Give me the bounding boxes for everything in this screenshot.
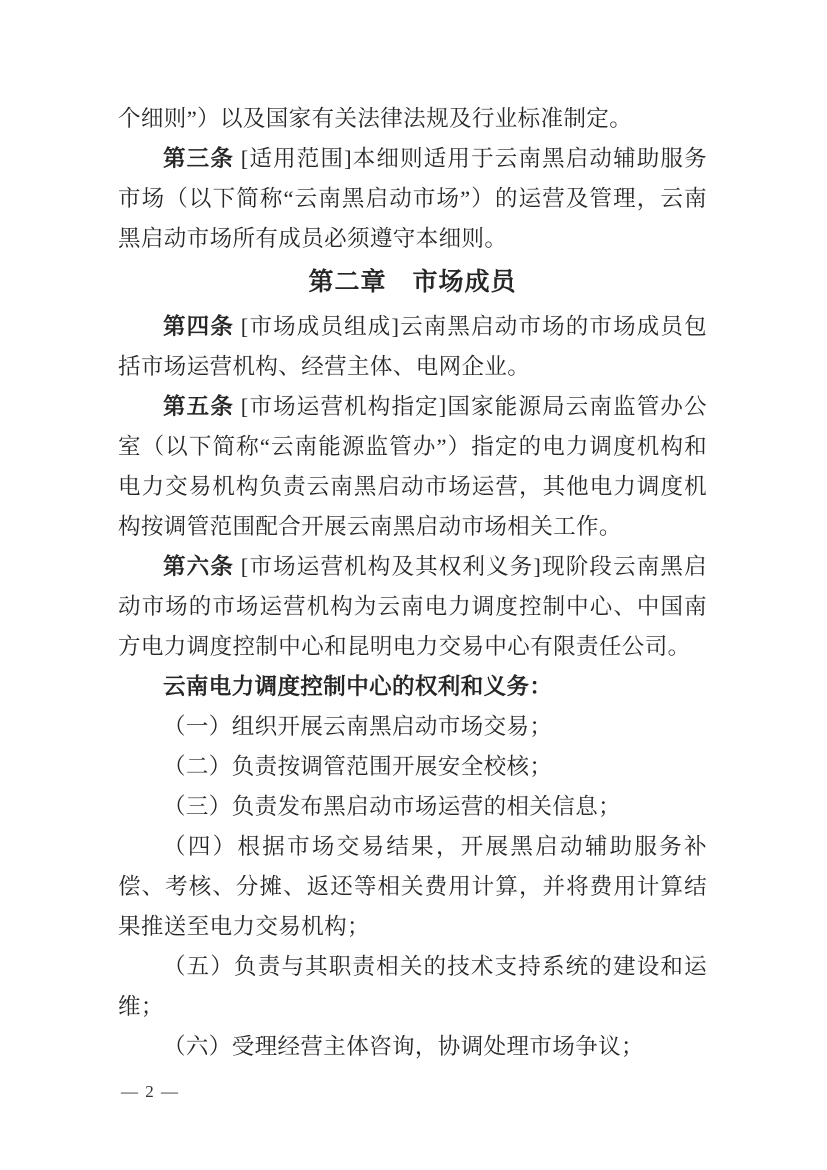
article-4-text: [市场成员组成]云南黑启动市场的市场成员包括市场运营机构、经营主体、电网企业。 bbox=[118, 314, 707, 379]
list-item-3: （三）负责发布黑启动市场运营的相关信息； bbox=[163, 794, 622, 819]
article-3-number: 第三条 bbox=[163, 146, 234, 171]
subheading-rights-obligations: 云南电力调度控制中心的权利和义务： bbox=[163, 674, 553, 699]
chapter-heading: 第二章 市场成员 bbox=[308, 269, 517, 296]
article-6-text: [市场运营机构及其权利义务]现阶段云南黑启动市场的市场运营机构为云南电力调度控制中心、中国南方电力调度控制中心和昆明电力交易中心有限责任公司。 bbox=[118, 554, 707, 659]
list-item-2: （二）负责按调管范围开展安全校核； bbox=[163, 754, 553, 779]
paragraph-article-3 bbox=[118, 139, 707, 259]
paragraph-text: 个细则”）以及国家有关法律法规及行业标准制定。 bbox=[118, 106, 633, 131]
article-4-number: 第四条 bbox=[163, 314, 234, 339]
list-item-1: （一）组织开展云南黑启动市场交易； bbox=[163, 714, 553, 739]
article-3-text: [适用范围]本细则适用于云南黑启动辅助服务市场（以下简称“云南黑启动市场”）的运营及管理，云南黑启动市场所有成员必须遵守本细则。 bbox=[118, 146, 707, 251]
list-item-4: （四）根据市场交易结果，开展黑启动辅助服务补偿、考核、分摊、返还等相关费用计算，并将费用计算结果推送至电力交易机构； bbox=[118, 834, 707, 939]
document-body bbox=[118, 99, 707, 1067]
paragraph-article-6 bbox=[118, 547, 707, 667]
page-number: — 2 — bbox=[121, 1082, 180, 1101]
article-5-text: [市场运营机构指定]国家能源局云南监管办公室（以下简称“云南能源监管办”）指定的电力调度机构和电力交易机构负责云南黑启动市场运营，其他电力调度机构按调管范围配合开展云南黑启动市场相关工作。 bbox=[118, 394, 707, 539]
paragraph-continuation bbox=[118, 99, 707, 139]
paragraph-article-5 bbox=[118, 387, 707, 547]
paragraph-article-4 bbox=[118, 307, 707, 387]
article-6-number: 第六条 bbox=[163, 554, 234, 579]
article-5-number: 第五条 bbox=[163, 394, 234, 419]
list-item-6: （六）受理经营主体咨询，协调处理市场争议； bbox=[163, 1034, 644, 1059]
list-item-5: （五）负责与其职责相关的技术支持系统的建设和运维； bbox=[118, 954, 707, 1019]
